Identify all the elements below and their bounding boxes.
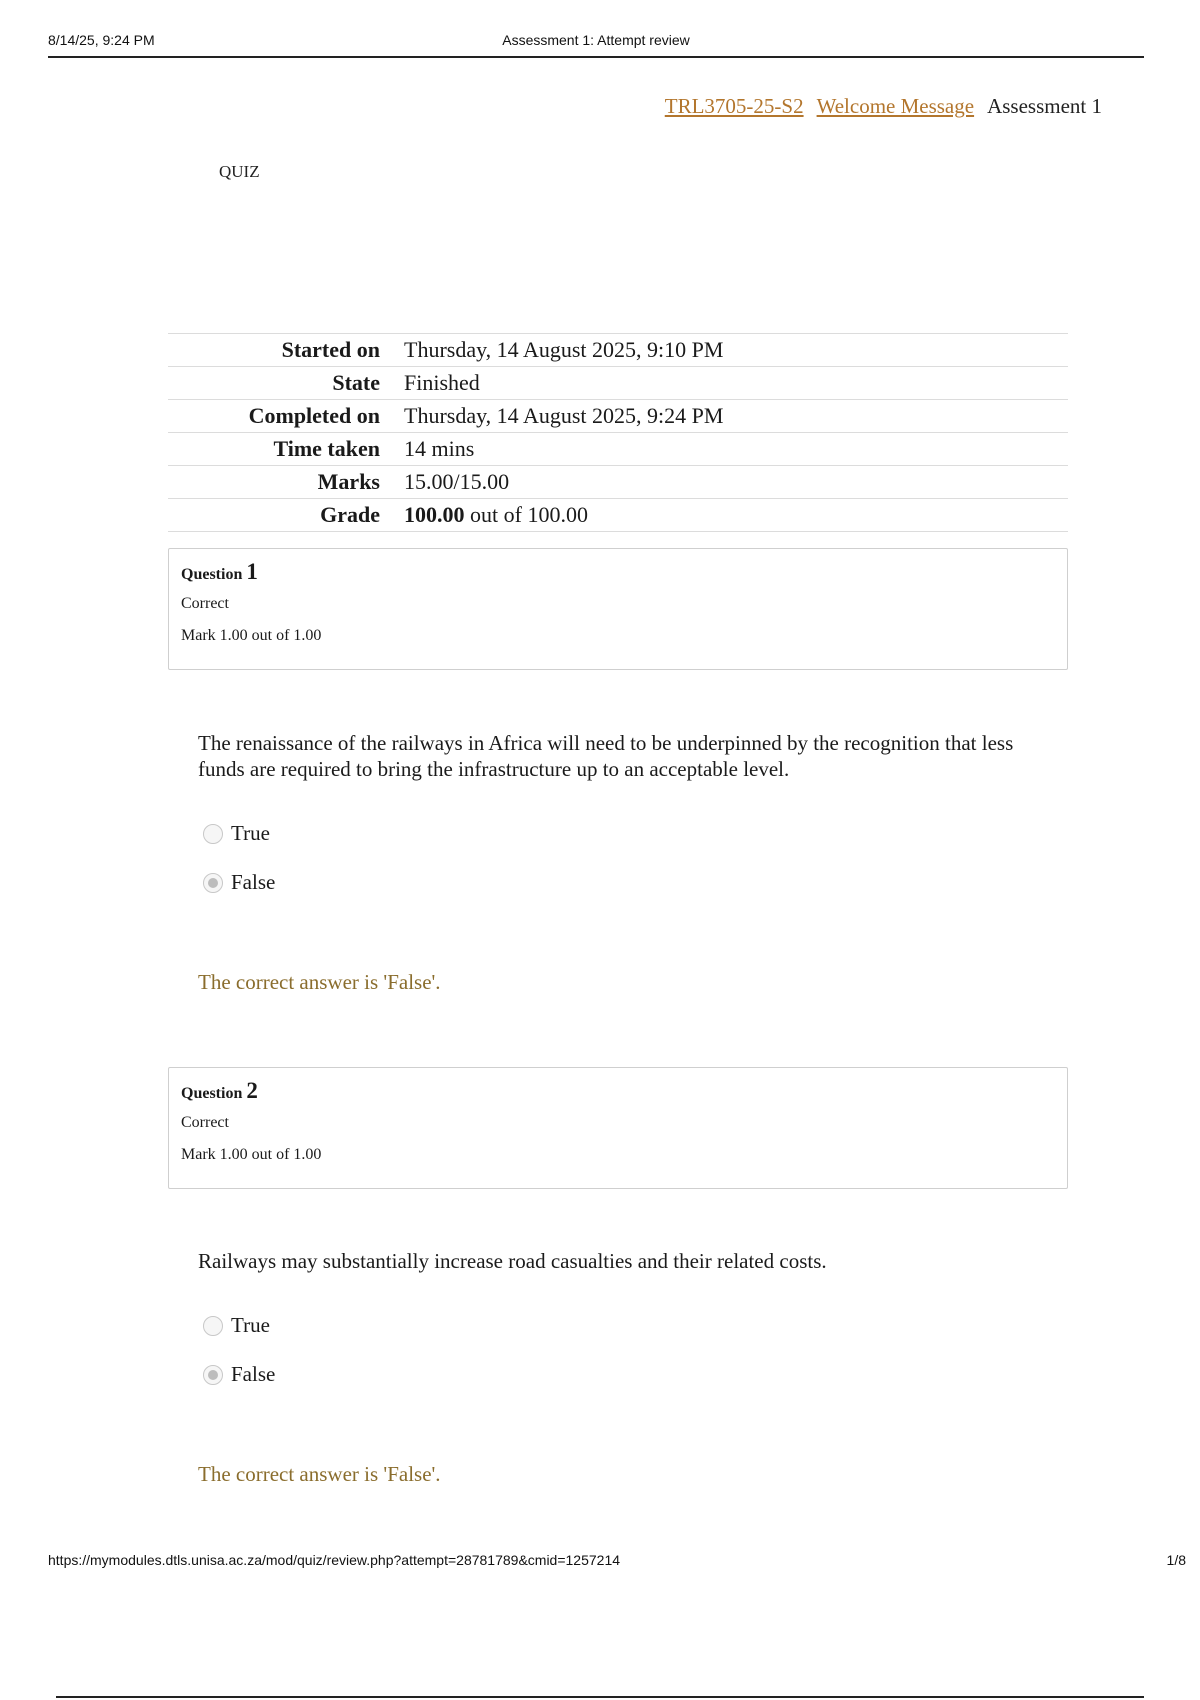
print-footer-url: https://mymodules.dtls.unisa.ac.za/mod/quiz/review.php?attempt=28781789&cmid=1257214	[48, 1552, 621, 1568]
summary-value: 15.00/15.00	[404, 469, 510, 494]
summary-row-grade	[168, 499, 1068, 532]
question-label: Question	[181, 1085, 247, 1102]
summary-row-marks	[168, 466, 1068, 499]
answer-option-false[interactable]	[203, 1362, 275, 1387]
correct-answer-feedback: The correct answer is 'False'.	[198, 970, 441, 994]
question-text: Railways may substantially increase road casualties and their related costs.	[198, 1249, 827, 1273]
print-page-number: 1/8	[1166, 1552, 1186, 1568]
question-info-box	[168, 548, 1068, 670]
attempt-summary-table	[168, 333, 1068, 532]
breadcrumb-course-link[interactable]: TRL3705-25-S2	[664, 94, 804, 118]
breadcrumb	[665, 94, 1102, 119]
summary-value: Thursday, 14 August 2025, 9:10 PM	[404, 337, 724, 362]
print-title: Assessment 1: Attempt review	[502, 32, 690, 48]
quiz-label: QUIZ	[219, 162, 260, 181]
grade-out-of: out of 100.00	[464, 502, 588, 527]
answer-option-true[interactable]	[203, 1313, 270, 1338]
answer-option-false[interactable]	[203, 870, 275, 895]
correct-answer-feedback: The correct answer is 'False'.	[198, 1462, 441, 1486]
summary-label: Started on	[281, 337, 380, 362]
question-info-box	[168, 1067, 1068, 1189]
breadcrumb-section-link[interactable]: Welcome Message	[816, 94, 975, 118]
answer-option-label: True	[231, 821, 270, 845]
radio-button[interactable]	[203, 1316, 223, 1336]
question-label: Question	[181, 566, 247, 583]
radio-button-selected[interactable]	[203, 873, 223, 893]
summary-row-time-taken	[168, 433, 1068, 466]
summary-label: Grade	[320, 502, 380, 527]
question-number	[181, 1078, 1055, 1104]
summary-label: Time taken	[273, 436, 380, 461]
question-number-value: 2	[246, 1078, 258, 1103]
question-state: Correct	[181, 595, 229, 612]
answer-option-label: False	[231, 1362, 276, 1386]
answer-option-label: False	[231, 870, 276, 894]
answer-option-label: True	[231, 1313, 270, 1337]
summary-row-state	[168, 367, 1068, 400]
summary-row-started	[168, 334, 1068, 367]
radio-button[interactable]	[203, 824, 223, 844]
grade-score: 100.00	[404, 502, 465, 527]
question-text: The renaissance of the railways in Africa will need to be underpinned by the recognition that less funds are required to bring the infrastructure up to an acceptable level.	[198, 731, 1014, 781]
summary-label: Marks	[317, 469, 380, 494]
question-number-value: 1	[246, 559, 258, 584]
breadcrumb-current: Assessment 1	[987, 94, 1102, 118]
page-divider	[56, 1696, 1144, 1698]
summary-label: Completed on	[248, 403, 380, 428]
print-date: 8/14/25, 9:24 PM	[48, 32, 155, 48]
question-grade: Mark 1.00 out of 1.00	[181, 627, 322, 644]
question-grade: Mark 1.00 out of 1.00	[181, 1146, 322, 1163]
question-number	[181, 559, 1055, 585]
summary-value: Thursday, 14 August 2025, 9:24 PM	[404, 403, 724, 428]
summary-value: Finished	[404, 370, 480, 395]
question-state: Correct	[181, 1114, 229, 1131]
summary-value: 14 mins	[404, 436, 475, 461]
print-header	[48, 30, 1144, 58]
answer-option-true[interactable]	[203, 821, 270, 846]
summary-row-completed	[168, 400, 1068, 433]
summary-label: State	[332, 370, 380, 395]
radio-button-selected[interactable]	[203, 1365, 223, 1385]
summary-value	[404, 499, 1068, 532]
